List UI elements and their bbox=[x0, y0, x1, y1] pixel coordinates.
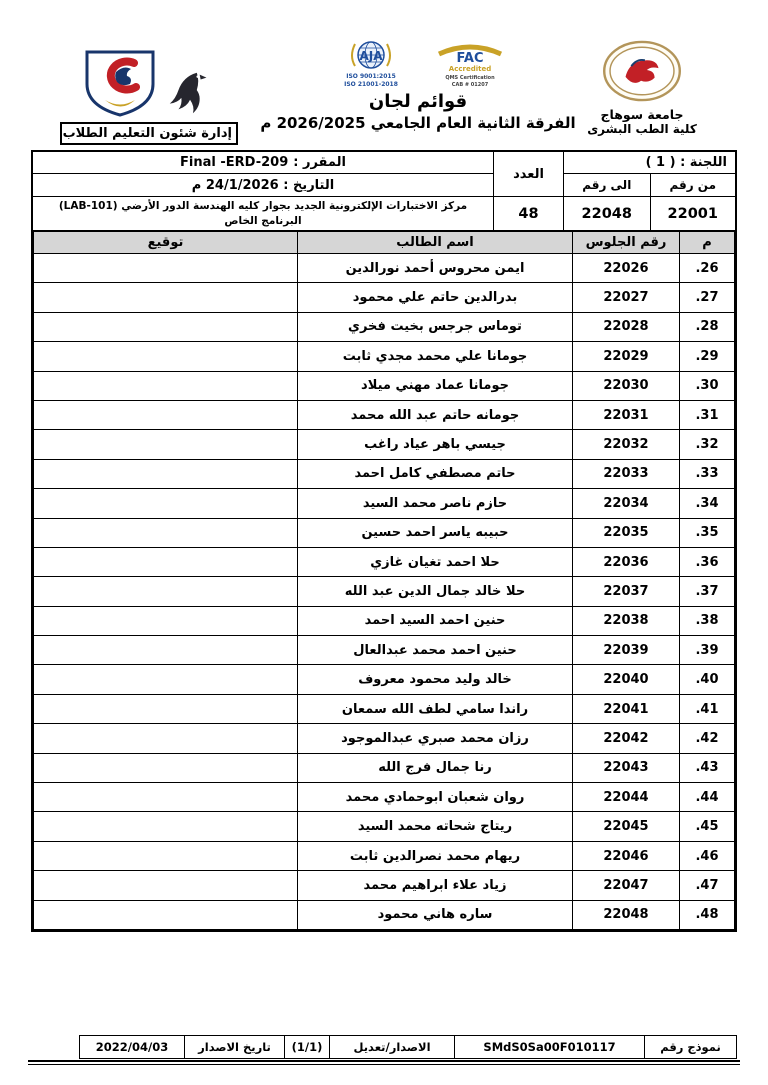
table-row bbox=[34, 665, 735, 694]
signature-cell bbox=[34, 694, 298, 723]
table-row bbox=[34, 577, 735, 606]
issue-revision-label: الاصدار/تعديل bbox=[330, 1036, 455, 1059]
table-row bbox=[34, 812, 735, 841]
accreditation1-name: FAC bbox=[456, 51, 484, 66]
seat-number: 22041 bbox=[573, 694, 680, 723]
seat-number: 22040 bbox=[573, 665, 680, 694]
administration-shield-logo-icon bbox=[80, 48, 160, 118]
seat-number: 22026 bbox=[573, 254, 680, 283]
accreditation1-line2: CAB # 01207 bbox=[451, 82, 489, 88]
seat-number: 22033 bbox=[573, 459, 680, 488]
form-number-label: نموذج رقم bbox=[645, 1036, 737, 1059]
bottom-double-rule bbox=[28, 1060, 740, 1065]
committee-list-table bbox=[31, 150, 737, 932]
issue-revision-value: (1/1) bbox=[285, 1036, 330, 1059]
accreditation-aja-icon bbox=[327, 38, 415, 90]
student-name: خالد وليد محمود معروف bbox=[298, 665, 573, 694]
seat-number: 22030 bbox=[573, 371, 680, 400]
to-number-label: الى رقم bbox=[564, 174, 650, 197]
student-name: حلا احمد تغيان غازي bbox=[298, 547, 573, 576]
accreditation1-line1: QMS Certification bbox=[445, 75, 495, 81]
page-subtitle: الفرقة الثانية العام الجامعي 2026/2025 م bbox=[260, 114, 576, 132]
table-row bbox=[34, 489, 735, 518]
count-value: 48 bbox=[518, 205, 539, 222]
table-row bbox=[34, 606, 735, 635]
row-number: 45. bbox=[680, 812, 735, 841]
course-label: المقرر : bbox=[293, 155, 346, 170]
seat-number: 22038 bbox=[573, 606, 680, 635]
committee-range-column bbox=[563, 152, 735, 230]
student-name: رزان محمد صبري عبدالموجود bbox=[298, 724, 573, 753]
count-label: العدد bbox=[494, 152, 563, 197]
accreditation-logos bbox=[258, 38, 578, 90]
signature-cell bbox=[34, 518, 298, 547]
student-name: حنين احمد السيد احمد bbox=[298, 606, 573, 635]
student-name: راندا سامي لطف الله سمعان bbox=[298, 694, 573, 723]
course-column bbox=[33, 152, 493, 230]
student-name: روان شعبان ابوحمادي محمد bbox=[298, 783, 573, 812]
faculty-name: كلية الطب البشرى bbox=[587, 122, 697, 136]
student-name: ريهام محمد نصرالدين ثابت bbox=[298, 841, 573, 870]
table-row bbox=[34, 312, 735, 341]
seat-number: 22028 bbox=[573, 312, 680, 341]
seat-number: 22047 bbox=[573, 871, 680, 900]
row-number: 30. bbox=[680, 371, 735, 400]
table-row bbox=[34, 400, 735, 429]
form-number-value: SMdS0Sa00F010117 bbox=[455, 1036, 645, 1059]
table-row bbox=[34, 430, 735, 459]
signature-cell bbox=[34, 577, 298, 606]
signature-cell bbox=[34, 665, 298, 694]
student-name: حلا خالد جمال الدين عبد الله bbox=[298, 577, 573, 606]
signature-cell bbox=[34, 783, 298, 812]
exam-date: التاريخ : 24/1/2026 م bbox=[33, 174, 493, 197]
course-value: Final -ERD-209 bbox=[180, 155, 289, 170]
student-name: ساره هاني محمود bbox=[298, 900, 573, 929]
row-number: 41. bbox=[680, 694, 735, 723]
administration-block bbox=[60, 48, 238, 145]
students-table bbox=[33, 231, 735, 930]
student-name: حبيبه ياسر احمد حسين bbox=[298, 518, 573, 547]
sohag-university-logo-icon bbox=[601, 40, 683, 102]
signature-cell bbox=[34, 724, 298, 753]
student-name: رنا جمال فرج الله bbox=[298, 753, 573, 782]
row-number: 47. bbox=[680, 871, 735, 900]
student-name: جيسي باهر عياد راغب bbox=[298, 430, 573, 459]
committee-number: اللجنة : ( 1 ) bbox=[564, 152, 735, 174]
student-name: توماس جرجس بخيت فخري bbox=[298, 312, 573, 341]
signature-cell bbox=[34, 400, 298, 429]
seat-number: 22042 bbox=[573, 724, 680, 753]
to-number-value: 22048 bbox=[581, 205, 632, 222]
signature-cell bbox=[34, 871, 298, 900]
table-row bbox=[34, 753, 735, 782]
seat-number: 22029 bbox=[573, 342, 680, 371]
accreditation2-line2: ISO 21001-2018 bbox=[344, 81, 398, 88]
table-row bbox=[34, 459, 735, 488]
signature-cell bbox=[34, 371, 298, 400]
exam-location bbox=[33, 197, 493, 230]
table-row bbox=[34, 283, 735, 312]
university-header-block bbox=[582, 40, 702, 136]
row-number: 38. bbox=[680, 606, 735, 635]
row-number: 33. bbox=[680, 459, 735, 488]
signature-cell bbox=[34, 606, 298, 635]
page-title: قوائم لجان bbox=[368, 91, 468, 112]
row-number: 46. bbox=[680, 841, 735, 870]
committee-info-section bbox=[33, 152, 735, 231]
issue-date-label: تاريخ الاصدار bbox=[185, 1036, 285, 1059]
signature-cell bbox=[34, 900, 298, 929]
footer-form-bar bbox=[79, 1035, 737, 1059]
table-row bbox=[34, 547, 735, 576]
exam-location-line2: البرنامج الخاص bbox=[224, 214, 302, 227]
table-row bbox=[34, 371, 735, 400]
table-row bbox=[34, 724, 735, 753]
seat-number: 22027 bbox=[573, 283, 680, 312]
row-number: 39. bbox=[680, 636, 735, 665]
student-name: حنين احمد محمد عبدالعال bbox=[298, 636, 573, 665]
header-name: اسم الطالب bbox=[298, 232, 573, 254]
row-number: 34. bbox=[680, 489, 735, 518]
student-name: جومانا علي محمد مجدي ثابت bbox=[298, 342, 573, 371]
table-row bbox=[34, 900, 735, 929]
seat-number: 22032 bbox=[573, 430, 680, 459]
accreditation1-accredited: Accredited bbox=[448, 65, 492, 73]
administration-title-box: إدارة شئون التعليم الطلاب bbox=[60, 122, 238, 145]
signature-cell bbox=[34, 841, 298, 870]
seat-number: 22036 bbox=[573, 547, 680, 576]
signature-cell bbox=[34, 812, 298, 841]
signature-cell bbox=[34, 430, 298, 459]
row-number: 29. bbox=[680, 342, 735, 371]
row-number: 36. bbox=[680, 547, 735, 576]
header-signature: توقيع bbox=[34, 232, 298, 254]
row-number: 26. bbox=[680, 254, 735, 283]
student-name: بدرالدين حاتم علي محمود bbox=[298, 283, 573, 312]
student-name: جومانا عماد مهني ميلاد bbox=[298, 371, 573, 400]
table-row bbox=[34, 783, 735, 812]
students-table-header-row bbox=[34, 232, 735, 254]
seat-number: 22034 bbox=[573, 489, 680, 518]
student-name: ايمن محروس أحمد نورالدين bbox=[298, 254, 573, 283]
signature-cell bbox=[34, 283, 298, 312]
row-number: 40. bbox=[680, 665, 735, 694]
count-column bbox=[493, 152, 563, 230]
row-number: 32. bbox=[680, 430, 735, 459]
university-name: جامعة سوهاج bbox=[600, 107, 684, 122]
table-row bbox=[34, 694, 735, 723]
row-number: 27. bbox=[680, 283, 735, 312]
seat-number: 22044 bbox=[573, 783, 680, 812]
signature-cell bbox=[34, 489, 298, 518]
row-number: 42. bbox=[680, 724, 735, 753]
accreditation2-line1: ISO 9001:2015 bbox=[346, 73, 396, 80]
header-seat: رقم الجلوس bbox=[573, 232, 680, 254]
signature-cell bbox=[34, 459, 298, 488]
signature-cell bbox=[34, 254, 298, 283]
seat-number: 22031 bbox=[573, 400, 680, 429]
header-no: م bbox=[680, 232, 735, 254]
student-name: ريتاج شحاته محمد السيد bbox=[298, 812, 573, 841]
signature-cell bbox=[34, 312, 298, 341]
table-row bbox=[34, 636, 735, 665]
seat-number: 22048 bbox=[573, 900, 680, 929]
row-number: 31. bbox=[680, 400, 735, 429]
accreditation2-name: AJA bbox=[359, 49, 383, 63]
student-table-body bbox=[34, 254, 735, 930]
table-row bbox=[34, 841, 735, 870]
from-number-value: 22001 bbox=[650, 197, 736, 230]
seat-number: 22045 bbox=[573, 812, 680, 841]
seat-number: 22035 bbox=[573, 518, 680, 547]
exam-location-line1: مركز الاختبارات الإلكترونية الجديد بجوار كليه الهندسة الدور الأرضي (LAB-101) bbox=[58, 200, 468, 213]
signature-cell bbox=[34, 547, 298, 576]
seat-number: 22046 bbox=[573, 841, 680, 870]
eagle-drawing-icon bbox=[164, 68, 218, 118]
row-number: 48. bbox=[680, 900, 735, 929]
seat-number: 22037 bbox=[573, 577, 680, 606]
table-row bbox=[34, 342, 735, 371]
signature-cell bbox=[34, 753, 298, 782]
row-number: 44. bbox=[680, 783, 735, 812]
seat-number: 22039 bbox=[573, 636, 680, 665]
row-number: 37. bbox=[680, 577, 735, 606]
table-row bbox=[34, 871, 735, 900]
table-row bbox=[34, 254, 735, 283]
from-number-label: من رقم bbox=[650, 174, 736, 197]
row-number: 28. bbox=[680, 312, 735, 341]
seat-number: 22043 bbox=[573, 753, 680, 782]
row-number: 35. bbox=[680, 518, 735, 547]
accreditation-fac-icon bbox=[431, 38, 509, 90]
student-name: جومانه حاتم عبد الله محمد bbox=[298, 400, 573, 429]
row-number: 43. bbox=[680, 753, 735, 782]
signature-cell bbox=[34, 342, 298, 371]
signature-cell bbox=[34, 636, 298, 665]
table-row bbox=[34, 518, 735, 547]
issue-date-value: 2022/04/03 bbox=[80, 1036, 185, 1059]
student-name: حازم ناصر محمد السيد bbox=[298, 489, 573, 518]
document-title-block bbox=[258, 38, 578, 132]
student-name: زياد علاء ابراهيم محمد bbox=[298, 871, 573, 900]
student-name: حاتم مصطفي كامل احمد bbox=[298, 459, 573, 488]
